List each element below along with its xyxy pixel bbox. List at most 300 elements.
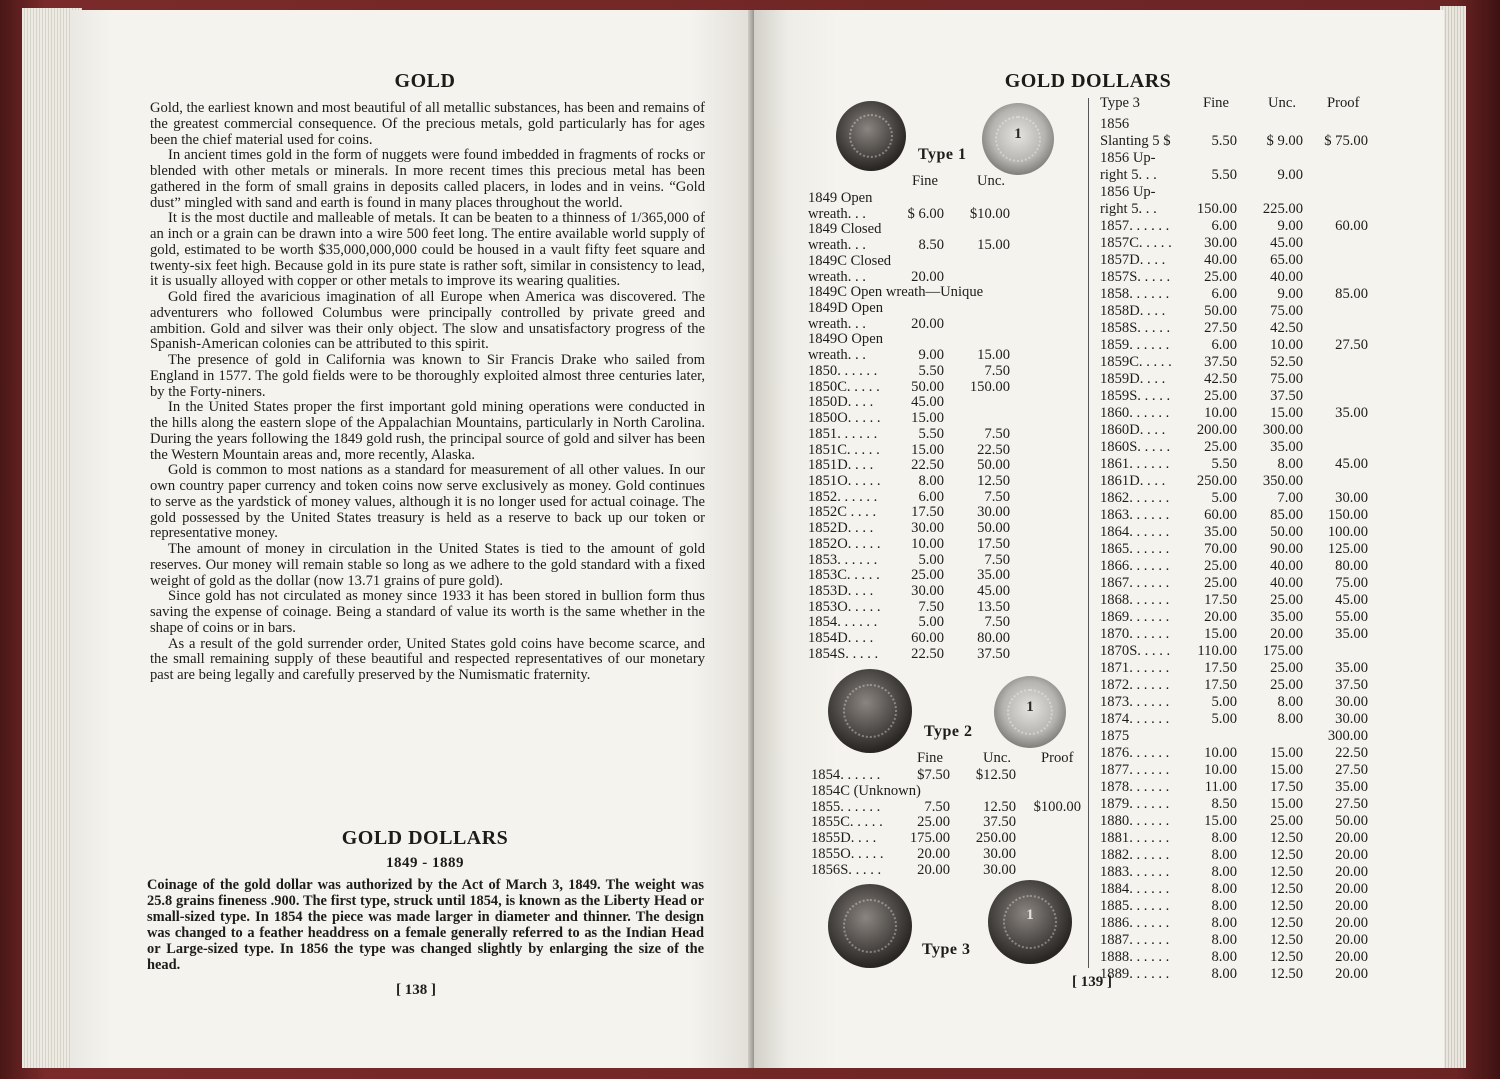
price-cell: 25.00 [1270, 592, 1303, 608]
price-cell: 30.00 [983, 846, 1016, 862]
price-cell: 60.00 [911, 630, 944, 647]
price-cell: 80.00 [1335, 558, 1368, 574]
type3-reverse-coin-image [988, 880, 1072, 964]
price-cell: 175.00 [909, 830, 950, 847]
price-cell: 100.00 [1327, 524, 1368, 540]
price-cell: 5.00 [1211, 490, 1237, 506]
price-cell: 85.00 [1335, 286, 1368, 302]
price-cell: 8.00 [918, 472, 944, 489]
price-cell: 5.00 [1211, 694, 1237, 710]
price-cell: 8.00 [1211, 949, 1237, 965]
price-cell: 5.50 [918, 362, 944, 379]
type1-header-unc: Unc. [977, 173, 1005, 189]
price-cell: 25.00 [1270, 677, 1303, 693]
type3-header-proof: Proof [1327, 95, 1360, 111]
page-number: [ 138 ] [396, 982, 436, 998]
date-cell: 1868. . . . . . [1100, 592, 1170, 608]
price-cell: 35.00 [1335, 660, 1368, 676]
date-cell: 1860D. . . . [1100, 422, 1166, 438]
price-cell: 7.50 [918, 598, 944, 615]
date-cell: 1860S. . . . . [1100, 439, 1171, 455]
article-paragraph: In ancient times gold in the form of nuggets were found imbedded in fragments of rocks or blended with other metals or minerals. In more recent times this precious metal has been gathered in the form of small grains in deposits called placers, in lodes and in veins. “Gold dust” mingled with sand and earth is found in many places throughout the world. [150, 147, 705, 211]
date-cell: 1859. . . . . . [1100, 337, 1170, 353]
coin-denomination: 1 [1026, 699, 1034, 716]
price-cell: 10.00 [1270, 337, 1303, 353]
date-cell: 1872. . . . . . [1100, 677, 1170, 693]
price-cell: 15.00 [977, 237, 1010, 254]
price-cell: 9.00 [1277, 218, 1303, 234]
price-cell: 13.50 [977, 598, 1010, 615]
price-cell: 35.00 [1270, 609, 1303, 625]
price-cell: 50.00 [911, 378, 944, 395]
price-cell: 150.00 [969, 378, 1010, 395]
price-cell: 5.50 [918, 425, 944, 442]
date-cell: 1878. . . . . . [1100, 779, 1170, 795]
price-cell: 25.00 [1270, 660, 1303, 676]
date-cell: right 5. . . [1100, 201, 1157, 217]
price-cell: 12.50 [1270, 966, 1303, 982]
price-cell: 20.00 [1270, 626, 1303, 642]
price-cell: 9.00 [918, 347, 944, 364]
date-cell: 1874. . . . . . [1100, 711, 1170, 727]
price-cell: 17.50 [911, 504, 944, 521]
price-cell: 25.00 [917, 814, 950, 831]
date-cell: 1864. . . . . . [1100, 524, 1170, 540]
type3-label: Type 3 [922, 941, 971, 958]
date-cell: wreath. . . [808, 315, 866, 332]
price-cell: 8.00 [1277, 711, 1303, 727]
price-cell: 12.50 [1270, 864, 1303, 880]
price-cell: 12.50 [1270, 847, 1303, 863]
date-cell: 1854S. . . . . [808, 645, 879, 662]
price-cell: 30.00 [977, 504, 1010, 521]
price-cell: 40.00 [1204, 252, 1237, 268]
coin-denomination: 1 [1026, 906, 1034, 923]
price-cell: 250.00 [975, 830, 1016, 847]
price-cell: 20.00 [917, 846, 950, 862]
price-cell: 15.00 [1204, 813, 1237, 829]
date-cell: 1880. . . . . . [1100, 813, 1170, 829]
coin-denomination: 1 [1014, 126, 1022, 143]
price-cell: 25.00 [1204, 439, 1237, 455]
price-cell: 10.00 [1204, 762, 1237, 778]
date-cell: 1886. . . . . . [1100, 915, 1170, 931]
price-cell: 8.00 [1211, 847, 1237, 863]
type2-label: Type 2 [924, 723, 973, 740]
price-cell: 40.00 [1270, 558, 1303, 574]
date-cell: 1861D. . . . [1100, 473, 1166, 489]
date-cell: 1855O. . . . . [811, 846, 884, 862]
price-cell: 12.50 [1270, 830, 1303, 846]
price-cell: 5.50 [1211, 133, 1237, 149]
date-cell: 1853. . . . . . [808, 551, 878, 568]
date-cell: 1852D. . . . [808, 520, 874, 537]
type1-obverse-coin-image [836, 101, 906, 171]
date-cell: 1857C. . . . . [1100, 235, 1172, 251]
price-cell: 12.50 [1270, 898, 1303, 914]
date-cell: 1879. . . . . . [1100, 796, 1170, 812]
price-cell: 12.50 [983, 798, 1016, 815]
date-cell: 1854. . . . . . [811, 767, 881, 783]
price-cell: 8.00 [1211, 932, 1237, 948]
date-cell: 1854. . . . . . [808, 614, 878, 631]
price-cell: 37.50 [977, 645, 1010, 662]
date-cell: 1854D. . . . [808, 630, 874, 647]
type1-label: Type 1 [918, 146, 967, 163]
price-cell: 55.00 [1335, 609, 1368, 625]
price-cell: 17.50 [1204, 677, 1237, 693]
price-cell: 110.00 [1197, 643, 1237, 659]
price-cell: 17.50 [1204, 592, 1237, 608]
date-cell: 1857D. . . . [1100, 252, 1166, 268]
price-cell: 50.00 [1335, 813, 1368, 829]
price-cell: 37.50 [1270, 388, 1303, 404]
price-cell: 20.00 [1335, 966, 1368, 982]
date-cell: wreath. . . [808, 347, 866, 364]
article-paragraph: The presence of gold in California was known to Sir Francis Drake who sailed from England in 1577. The gold fields were to be thoroughly exploited almost three centuries later, by the Forty-niners. [150, 352, 705, 400]
price-cell: 7.50 [984, 425, 1010, 442]
price-cell: 20.00 [1335, 847, 1368, 863]
price-cell: 60.00 [1335, 218, 1368, 234]
price-cell: 10.00 [1204, 405, 1237, 421]
date-cell: 1882. . . . . . [1100, 847, 1170, 863]
price-cell: 30.00 [1335, 711, 1368, 727]
price-cell: 20.00 [1335, 864, 1368, 880]
price-cell: 22.50 [977, 441, 1010, 458]
article-paragraph: The amount of money in circulation in the United States is tied to the amount of gold reserves. Our money will remain stable so long as we adhere to the gold standard with a fixed weight of gold as the dollar (now 13.71 grains of pure gold). [150, 541, 705, 589]
date-cell: 1858. . . . . . [1100, 286, 1170, 302]
right-page-title: GOLD DOLLARS [1004, 70, 1172, 92]
price-cell: $100.00 [1033, 798, 1081, 815]
price-cell: 12.50 [1270, 932, 1303, 948]
price-cell: 8.00 [1211, 898, 1237, 914]
price-cell: 5.50 [1211, 167, 1237, 183]
date-cell: wreath. . . [808, 205, 866, 222]
date-cell: 1877. . . . . . [1100, 762, 1170, 778]
price-cell: 6.00 [1211, 286, 1237, 302]
price-cell: 8.00 [1277, 456, 1303, 472]
date-cell: 1849C Open wreath—Unique [808, 284, 984, 301]
price-cell: 9.00 [1277, 286, 1303, 302]
type2-reverse-coin-image [994, 676, 1066, 748]
price-cell: $10.00 [969, 205, 1010, 222]
page-title: GOLD [394, 70, 456, 92]
date-cell: right 5. . . [1100, 167, 1157, 183]
price-cell: 52.50 [1270, 354, 1303, 370]
price-cell: 40.00 [1270, 269, 1303, 285]
price-cell: 45.00 [1270, 235, 1303, 251]
price-cell: 7.50 [984, 362, 1010, 379]
price-cell: 35.00 [1270, 439, 1303, 455]
date-cell: 1884. . . . . . [1100, 881, 1170, 897]
price-cell: 250.00 [1196, 473, 1237, 489]
date-cell: 1859C. . . . . [1100, 354, 1172, 370]
type2-obverse-coin-image [828, 669, 912, 753]
type3-header-label: Type 3 [1100, 95, 1140, 111]
price-cell: 7.50 [984, 551, 1010, 568]
price-cell: $ 9.00 [1266, 133, 1303, 149]
date-cell: 1850. . . . . . [808, 362, 878, 379]
price-cell: 15.00 [1204, 626, 1237, 642]
price-cell: $ 6.00 [907, 205, 944, 222]
price-cell: 60.00 [1204, 507, 1237, 523]
price-cell: 15.00 [911, 441, 944, 458]
column-divider [1088, 98, 1089, 968]
price-cell: 8.00 [1211, 864, 1237, 880]
date-cell: 1860. . . . . . [1100, 405, 1170, 421]
price-cell: 37.50 [1204, 354, 1237, 370]
date-cell: 1859D. . . . [1100, 371, 1166, 387]
price-cell: 22.50 [1335, 745, 1368, 761]
price-cell: 5.00 [918, 614, 944, 631]
price-cell: 20.00 [1335, 949, 1368, 965]
price-cell: 5.00 [918, 551, 944, 568]
price-cell: 17.50 [1204, 660, 1237, 676]
date-cell: 1865. . . . . . [1100, 541, 1170, 557]
price-cell: 15.00 [1270, 796, 1303, 812]
price-cell: 75.00 [1270, 371, 1303, 387]
date-cell: 1862. . . . . . [1100, 490, 1170, 506]
date-cell: 1854C (Unknown) [811, 782, 921, 799]
price-cell: 20.00 [1204, 609, 1237, 625]
date-cell: 1885. . . . . . [1100, 898, 1170, 914]
date-cell: 1849 Open [808, 190, 873, 206]
price-cell: 12.50 [1270, 949, 1303, 965]
date-cell: 1856 Up- [1100, 184, 1156, 200]
date-cell: 1850C. . . . . [808, 378, 880, 395]
date-cell: 1849 Closed [808, 221, 882, 238]
right-page-number: [ 139 ] [1072, 974, 1112, 990]
type1-header-fine: Fine [912, 173, 938, 189]
price-cell: 20.00 [1335, 898, 1368, 914]
date-cell: 1867. . . . . . [1100, 575, 1170, 591]
price-cell: 25.00 [1204, 575, 1237, 591]
price-cell: 20.00 [1335, 932, 1368, 948]
price-cell: 45.00 [977, 583, 1010, 599]
price-cell: 300.00 [1327, 728, 1368, 744]
date-cell: 1853D. . . . [808, 583, 874, 599]
price-cell: 25.00 [1204, 388, 1237, 404]
type2-header-fine: Fine [917, 750, 943, 766]
price-cell: 25.00 [911, 567, 944, 584]
date-cell: 1870S. . . . . [1100, 643, 1171, 659]
price-cell: 20.00 [1335, 915, 1368, 931]
article-paragraph: Gold is common to most nations as a standard for measurement of all other values. In our own country paper currency and token coins now serve exclusively as money. Gold continues to serve as the yardstick of money values, although it is no longer used for actual coinage. The gold possessed by the United States treasury is held as a reserve to back up our token or representative money. [150, 462, 705, 542]
type2-header-unc: Unc. [983, 750, 1011, 766]
price-cell: 12.50 [977, 472, 1010, 489]
date-cell: 1851O. . . . . [808, 472, 881, 489]
price-cell: 17.50 [977, 535, 1010, 552]
price-cell: 27.50 [1335, 337, 1368, 353]
price-cell: 25.00 [1204, 269, 1237, 285]
price-cell: 20.00 [911, 268, 944, 285]
date-cell: 1855. . . . . . [811, 798, 881, 815]
price-cell: 6.00 [1211, 337, 1237, 353]
price-cell: 8.50 [1211, 796, 1237, 812]
date-cell: 1861. . . . . . [1100, 456, 1170, 472]
date-cell: 1857S. . . . . [1100, 269, 1171, 285]
date-cell: 1856 [1100, 116, 1130, 132]
date-cell: 1851D. . . . [808, 457, 874, 474]
price-cell: 75.00 [1270, 303, 1303, 319]
type3-header-unc: Unc. [1268, 95, 1296, 111]
price-cell: 22.50 [911, 645, 944, 662]
price-cell: 8.00 [1211, 830, 1237, 846]
price-cell: 5.50 [1211, 456, 1237, 472]
section-paragraph: Coinage of the gold dollar was authorized by the Act of March 3, 1849. The weight was 25.8 grains fineness .900. The first type, struck until 1854, is known as the Liberty Head or small-sized type. In 1854 the piece was made larger in diameter and thinner. The design was changed to a feather headdress on a female generally referred to as the Indian Head or Large-sized type. In 1856 the type was changed slightly by enlarging the size of the head. [147, 877, 704, 973]
type3-header-fine: Fine [1203, 95, 1229, 111]
article-paragraph: It is the most ductile and malleable of metals. It can be beaten to a thinness of 1/365,000 of an inch or a grain can be drawn into a wire 500 feet long. The entire available world supply of gold, estimated to be worth $35,000,000,000 could be housed in a vault fifty feet square and twenty-six feet high. Because gold in its pure state is rather soft, similar in consistency to lead, it is usually alloyed with copper or other metals to improve its wearing qualities. [150, 210, 705, 290]
date-cell: 1871. . . . . . [1100, 660, 1170, 676]
date-cell: 1875 [1100, 728, 1130, 744]
date-cell: 1858D. . . . [1100, 303, 1166, 319]
price-cell: 80.00 [977, 630, 1010, 647]
date-cell: 1855C. . . . . [811, 814, 883, 831]
type2-header-proof: Proof [1041, 750, 1074, 766]
price-cell: 30.00 [1204, 235, 1237, 251]
price-cell: 30.00 [983, 861, 1016, 878]
price-cell: 90.00 [1270, 541, 1303, 557]
price-cell: 70.00 [1204, 541, 1237, 557]
date-cell: 1849O Open [808, 331, 883, 348]
price-cell: 15.00 [1270, 745, 1303, 761]
price-cell: 20.00 [917, 861, 950, 878]
price-cell: 200.00 [1196, 422, 1237, 438]
date-cell: 1852O. . . . . [808, 535, 881, 552]
price-cell: 6.00 [918, 488, 944, 505]
price-cell: 27.50 [1204, 320, 1237, 336]
article-body [150, 101, 705, 684]
price-cell: 11.00 [1204, 779, 1237, 795]
price-cell: 27.50 [1335, 762, 1368, 778]
price-cell: 40.00 [1270, 575, 1303, 591]
price-cell: 8.00 [1211, 966, 1237, 982]
section-years: 1849 - 1889 [386, 855, 464, 871]
price-cell: 350.00 [1262, 473, 1303, 489]
date-cell: 1889. . . . . . [1100, 966, 1170, 982]
type1-reverse-coin-image [982, 103, 1054, 175]
price-cell: 45.00 [1335, 592, 1368, 608]
price-cell: 10.00 [1204, 745, 1237, 761]
price-cell: 8.00 [1211, 881, 1237, 897]
price-cell: 7.50 [924, 798, 950, 815]
price-cell: 8.00 [1277, 694, 1303, 710]
price-cell: 8.00 [1211, 915, 1237, 931]
price-cell: 15.00 [977, 347, 1010, 364]
price-cell: 22.50 [911, 457, 944, 474]
price-cell: 35.00 [977, 567, 1010, 584]
price-cell: 8.50 [918, 237, 944, 254]
article-paragraph: As a result of the gold surrender order, United States gold coins have become scarce, and the small remaining supply of these beautiful and respected representatives of our monetary past are being legally and carefully preserved by the Numismatic fraternity. [150, 635, 705, 683]
price-cell: 27.50 [1335, 796, 1368, 812]
price-cell: 75.00 [1335, 575, 1368, 591]
price-cell: 35.00 [1335, 779, 1368, 795]
date-cell: 1850O. . . . . [808, 410, 881, 427]
date-cell: 1870. . . . . . [1100, 626, 1170, 642]
date-cell: 1883. . . . . . [1100, 864, 1170, 880]
date-cell: 1851C. . . . . [808, 441, 880, 458]
article-paragraph: Gold fired the avaricious imagination of all Europe when America was discovered. The adventurers who followed Columbus were principally controlled by private greed and ambition. Gold and silver was their only object. The slow and unsatisfactory progress of the Spanish-American colonies can be attributed to this spirit. [150, 289, 705, 353]
article-paragraph: In the United States proper the first important gold mining operations were conducted in the hills along the eastern slope of the Appalachian Mountains, particularly in North Carolina. During the years following the 1849 gold rush, the principal source of gold and silver has been the Western Mountain areas and, more recently, Alaska. [150, 399, 705, 463]
price-cell: 30.00 [911, 583, 944, 599]
price-cell: 50.00 [1270, 524, 1303, 540]
date-cell: 1863. . . . . . [1100, 507, 1170, 523]
left-page [70, 10, 760, 1068]
price-cell: 37.50 [983, 814, 1016, 831]
article-paragraph: Since gold has not circulated as money since 1933 it has been stored in bullion form thus saving the expense of coinage. Being a standard of value its worth is the same whether in the shape of coins or in bars. [150, 588, 705, 636]
price-cell: 12.50 [1270, 915, 1303, 931]
price-cell: 50.00 [977, 457, 1010, 474]
price-cell: 9.00 [1277, 167, 1303, 183]
date-cell: 1852. . . . . . [808, 488, 878, 505]
price-cell: 45.00 [911, 394, 944, 411]
price-cell: 42.50 [1270, 320, 1303, 336]
date-cell: 1866. . . . . . [1100, 558, 1170, 574]
date-cell: 1856 Up- [1100, 150, 1156, 166]
date-cell: 1857. . . . . . [1100, 218, 1170, 234]
price-cell: 20.00 [1335, 830, 1368, 846]
price-cell: 25.00 [1270, 813, 1303, 829]
price-cell: 15.00 [1270, 405, 1303, 421]
date-cell: 1881. . . . . . [1100, 830, 1170, 846]
price-cell: 12.50 [1270, 881, 1303, 897]
price-cell: 20.00 [911, 315, 944, 332]
price-cell: $7.50 [917, 767, 950, 783]
section-title: GOLD DOLLARS [341, 827, 509, 849]
date-cell: 1876. . . . . . [1100, 745, 1170, 761]
price-cell: 50.00 [977, 520, 1010, 537]
price-cell: 150.00 [1327, 507, 1368, 523]
price-cell: 125.00 [1327, 541, 1368, 557]
date-cell: 1888. . . . . . [1100, 949, 1170, 965]
date-cell: wreath. . . [808, 268, 866, 285]
price-cell: 7.00 [1277, 490, 1303, 506]
article-paragraph: Gold, the earliest known and most beautiful of all metallic substances, has been and remains of the greatest commercial consequence. Of the precious metals, gold particularly has for ages been the chief material used for coins. [150, 100, 705, 148]
date-cell: 1859S. . . . . [1100, 388, 1171, 404]
price-cell: 42.50 [1204, 371, 1237, 387]
price-cell: 15.00 [911, 410, 944, 427]
date-cell: 1851. . . . . . [808, 425, 878, 442]
price-cell: 7.50 [984, 488, 1010, 505]
date-cell: 1869. . . . . . [1100, 609, 1170, 625]
price-cell: $ 75.00 [1324, 133, 1368, 149]
price-cell: 30.00 [1335, 694, 1368, 710]
price-cell: 37.50 [1335, 677, 1368, 693]
price-cell: 300.00 [1262, 422, 1303, 438]
price-cell: 7.50 [984, 614, 1010, 631]
price-cell: 6.00 [1211, 218, 1237, 234]
date-cell: 1887. . . . . . [1100, 932, 1170, 948]
price-cell: 20.00 [1335, 881, 1368, 897]
price-cell: $12.50 [975, 767, 1016, 783]
price-cell: 175.00 [1262, 643, 1303, 659]
date-cell: wreath. . . [808, 237, 866, 254]
date-cell: 1853O. . . . . [808, 598, 881, 615]
section-body [147, 878, 704, 973]
date-cell: 1855D. . . . [811, 830, 877, 847]
price-cell: 35.00 [1204, 524, 1237, 540]
date-cell: Slanting 5 $ [1100, 133, 1171, 149]
price-cell: 25.00 [1204, 558, 1237, 574]
price-cell: 45.00 [1335, 456, 1368, 472]
date-cell: 1849C Closed [808, 252, 892, 269]
date-cell: 1858S. . . . . [1100, 320, 1171, 336]
price-cell: 85.00 [1270, 507, 1303, 523]
price-cell: 17.50 [1270, 779, 1303, 795]
date-cell: 1852C . . . . [808, 504, 877, 521]
price-cell: 35.00 [1335, 626, 1368, 642]
price-cell: 10.00 [911, 535, 944, 552]
